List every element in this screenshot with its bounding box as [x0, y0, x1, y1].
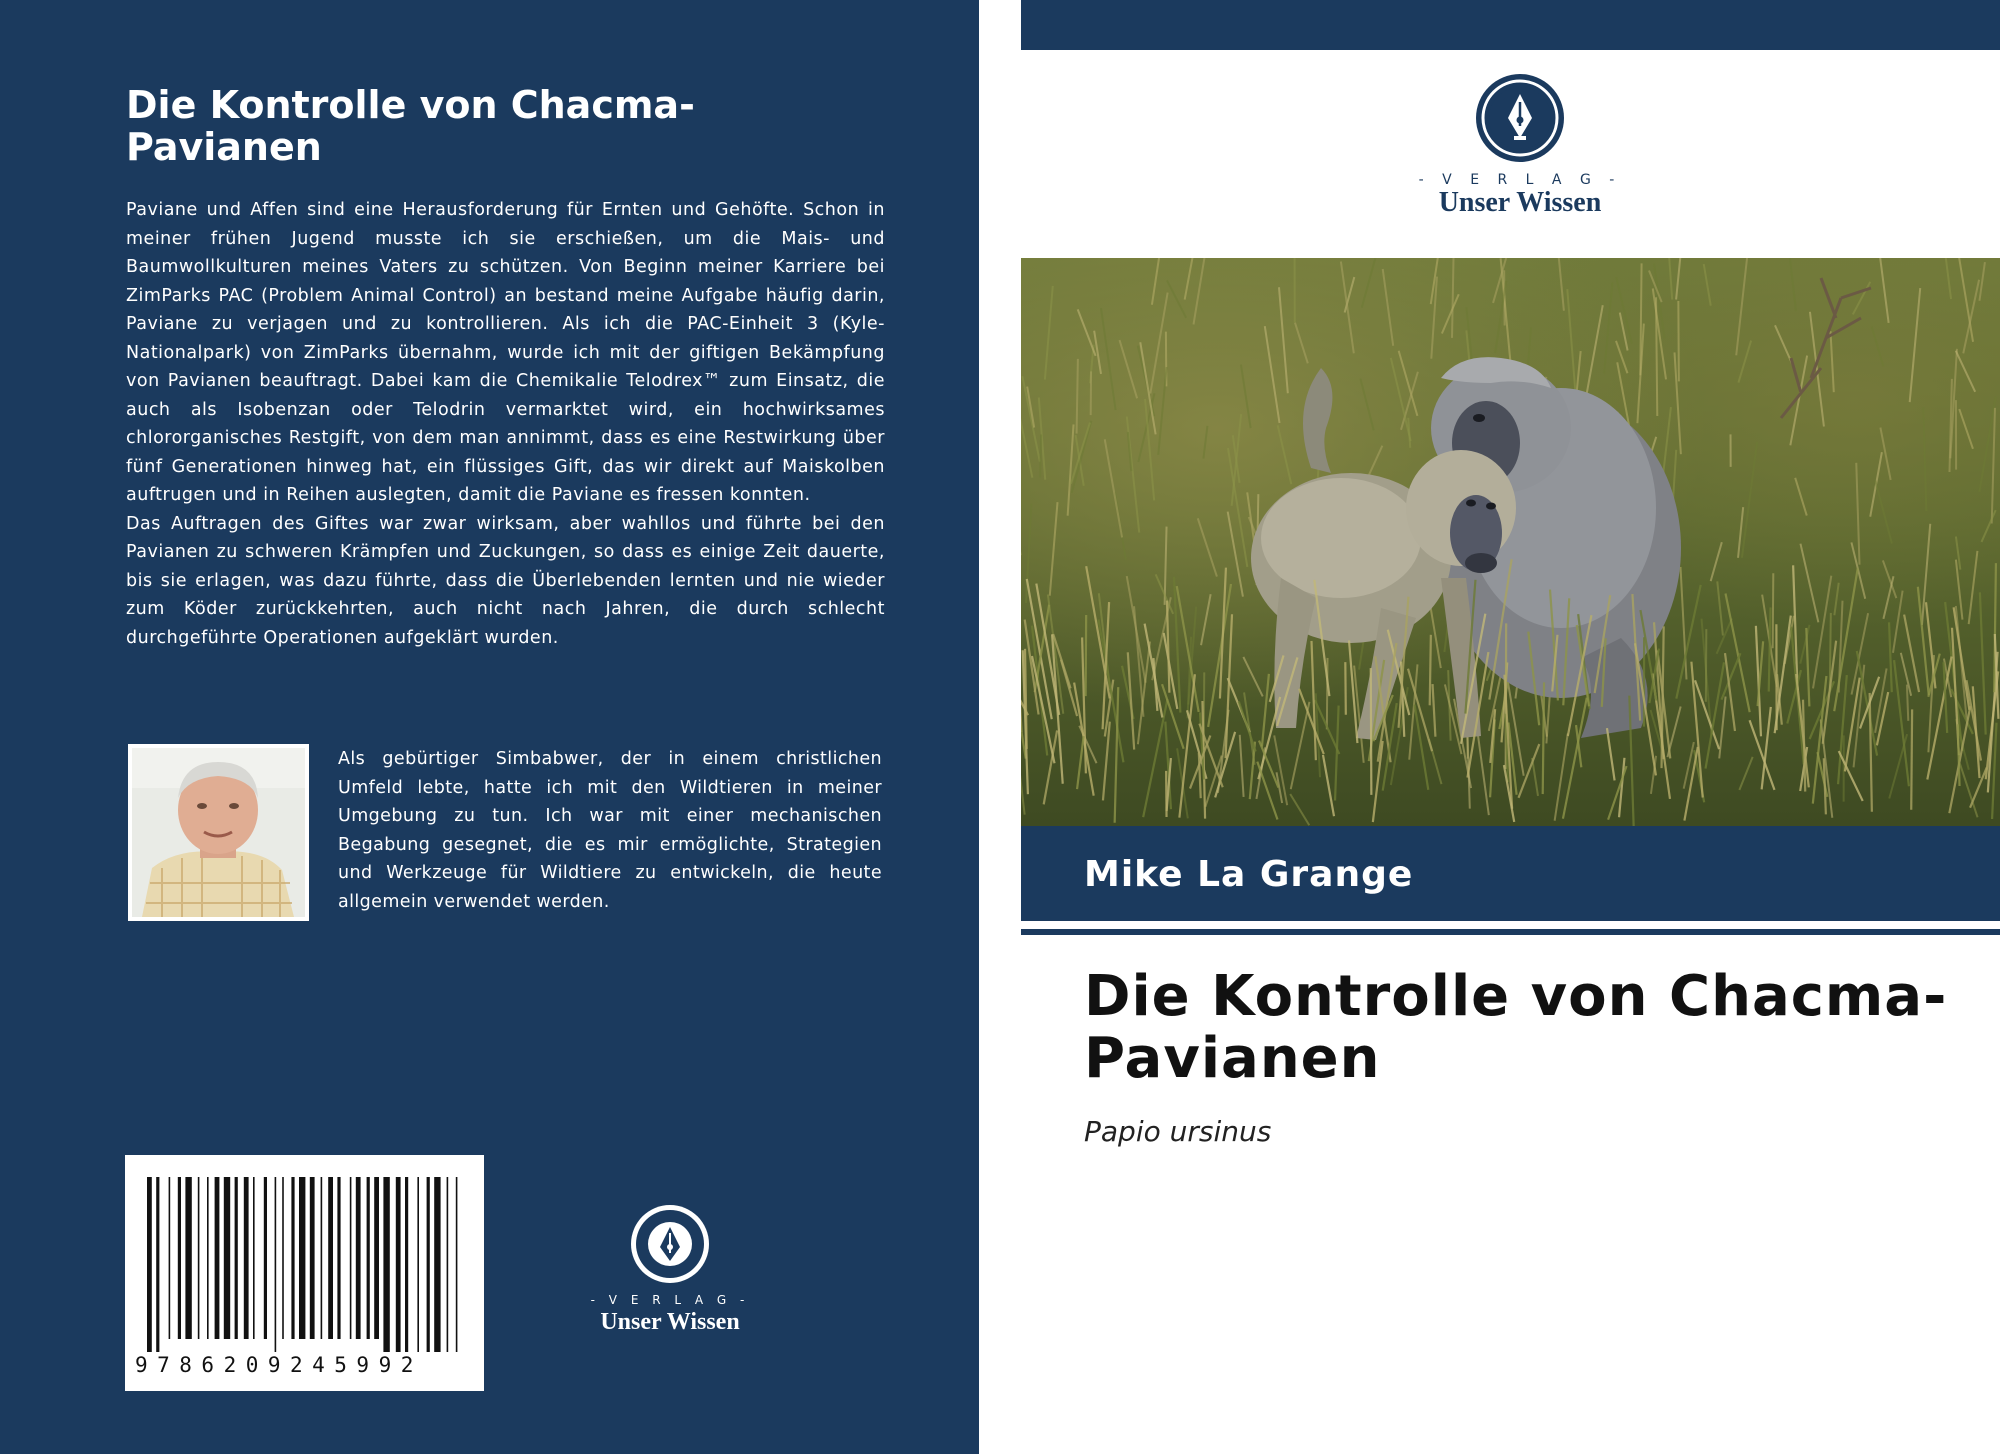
- grass-blade: [1907, 685, 1908, 721]
- front-cover-subtitle: Papio ursinus: [1084, 1115, 1272, 1148]
- back-cover: [0, 0, 979, 1454]
- barcode-bar: [253, 1177, 255, 1339]
- barcode-bar: [291, 1177, 294, 1339]
- barcode-bar: [434, 1177, 440, 1352]
- front-logo-name: Unser Wissen: [1438, 187, 1602, 218]
- back-cover-blurb: [126, 196, 885, 652]
- front-cover: [1021, 0, 2000, 1454]
- publisher-seal-icon: [1474, 72, 1566, 164]
- publisher-seal-icon: [629, 1203, 711, 1285]
- front-publisher-logo: [1395, 72, 1645, 222]
- barcode-bar: [310, 1177, 315, 1339]
- grass-blade: [1327, 658, 1328, 729]
- barcode-bar: [456, 1177, 458, 1352]
- barcode-bar: [447, 1177, 449, 1352]
- blurb-paragraph-1: Paviane und Affen sind eine Herausforderung für Ernten und Gehöfte. Schon in meiner frühen Jugend musste ich sie erschießen, um die Mais- und Baumwollkulturen meines Vaters zu schützen. Von Beginn meiner Karriere bei ZimParks PAC (Problem Animal Control) an bestand meine Aufgabe häufig darin, Paviane zu verjagen und zu kontrollieren. Als ich die PAC-Einheit 3 (Kyle-Nationalpark) von ZimParks übernahm, wurde ich mit der giftigen Bekämpfung von Pavianen beauftragt. Dabei kam die Chemikalie Telodrex™ zum Einsatz, die auch als Isobenzan oder Telodrin vermarktet wird, ein hochwirksames chlororganisches Restgift, von dem man annimmt, dass es eine Restwirkung über fünf Generationen hinweg hat, ein flüssiges Gift, das wir direkt auf Maiskolben auftrugen und in Reihen auslegten, damit die Paviane es fressen konnten.: [126, 200, 885, 505]
- barcode-bar: [224, 1177, 230, 1339]
- barcode-bar: [156, 1177, 159, 1352]
- barcode-bar: [207, 1177, 209, 1339]
- barcode-bar: [169, 1177, 171, 1339]
- grass-blade: [1773, 573, 1774, 648]
- barcode-bar: [374, 1177, 379, 1339]
- grass-blade: [1430, 635, 1431, 705]
- barcode-bar: [427, 1177, 430, 1352]
- author-band: [1021, 826, 2000, 921]
- barcode-bar: [367, 1177, 370, 1339]
- author-photo: [128, 744, 309, 921]
- barcode-bar: [299, 1177, 305, 1339]
- author-portrait-image: [132, 748, 305, 917]
- isbn-digits: 9786209245992: [135, 1353, 423, 1377]
- back-logo-name: Unser Wissen: [600, 1309, 740, 1335]
- barcode-bar: [275, 1177, 277, 1352]
- grass-blade: [1911, 709, 1912, 809]
- grass-blade: [1345, 662, 1346, 715]
- barcode-bar: [244, 1177, 249, 1339]
- barcode-bar: [264, 1177, 267, 1339]
- grass-blade: [1543, 682, 1544, 794]
- barcode-bar: [282, 1177, 284, 1339]
- barcode-bar: [198, 1177, 200, 1339]
- front-top-bar: [1021, 0, 2000, 50]
- back-publisher-logo: [580, 1203, 760, 1333]
- barcode-bar: [383, 1177, 389, 1352]
- baboons-illustration: [1021, 258, 2000, 826]
- barcode-bar: [396, 1177, 401, 1352]
- grass-blade: [1678, 301, 1679, 381]
- barcode-bar: [356, 1177, 361, 1339]
- barcode-bar: [350, 1177, 352, 1339]
- author-name: Mike La Grange: [1084, 854, 1414, 895]
- back-cover-title: Die Kontrolle von Chacma-Pavianen: [126, 83, 695, 169]
- grass-blade: [1371, 668, 1372, 795]
- barcode-bar: [147, 1177, 152, 1352]
- barcode-bar: [178, 1177, 181, 1339]
- author-bio: Als gebürtiger Simbabwer, der in einem christlichen Umfeld lebte, hatte ich mit den Wildtieren in meiner Umgebung zu tun. Ich war mit einer mechanischen Begabung gesegnet, die es mir ermöglichte, Strategien und Werkzeuge für Wildtiere zu entwickeln, die heute allgemein verwendet werden.: [338, 749, 882, 912]
- barcode-bar: [235, 1177, 238, 1339]
- barcode-bar: [337, 1177, 340, 1339]
- front-logo-verlag: - V E R L A G -: [1418, 172, 1622, 188]
- grass-blade: [1040, 434, 1041, 477]
- divider-rule: [1021, 929, 2000, 935]
- blurb-paragraph-2: Das Auftragen des Giftes war zwar wirksam, aber wahllos und führte bei den Pavianen zu schweren Krämpfen und Zuckungen, so dass es einige Zeit dauerte, bis sie erlagen, was dazu führte, dass die Überlebenden lernten und nie wieder zum Köder zurückkehrten, auch nicht nach Jahren, die durch schlecht durchgeführte Operationen aufgeklärt wurden.: [126, 513, 885, 648]
- barcode-bar: [215, 1177, 220, 1339]
- grass-blade: [1656, 297, 1657, 416]
- isbn-barcode: [125, 1155, 484, 1391]
- spine-gap: [979, 0, 1021, 1454]
- barcode-bar: [321, 1177, 323, 1339]
- back-logo-verlag: - V E R L A G -: [590, 1293, 750, 1307]
- grass-blade: [1077, 359, 1078, 434]
- barcode-bar: [328, 1177, 333, 1339]
- barcode-bar: [417, 1177, 419, 1352]
- barcode-bar: [185, 1177, 191, 1339]
- barcode-bar: [405, 1177, 408, 1352]
- front-cover-title: Die Kontrolle von Chacma-Pavianen: [1084, 964, 1948, 1091]
- cover-photo-baboons: [1021, 258, 2000, 826]
- grass-blade: [1086, 615, 1087, 696]
